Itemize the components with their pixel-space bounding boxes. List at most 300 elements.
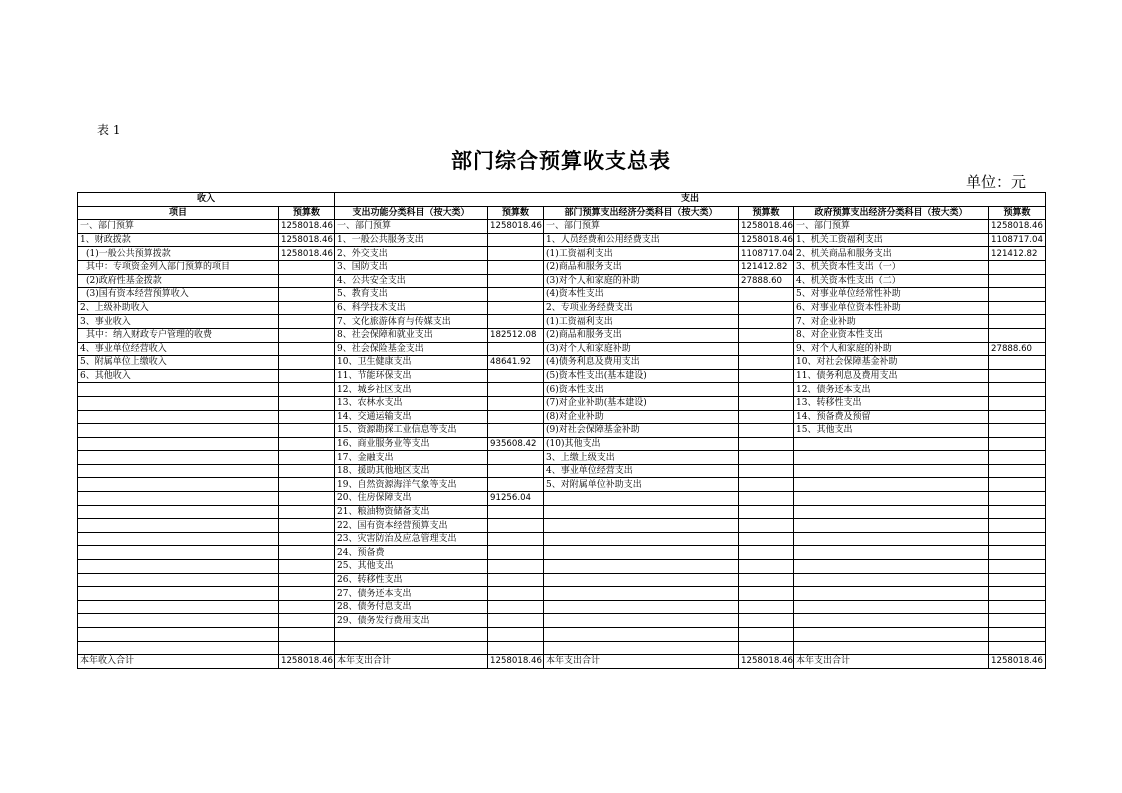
functional-item-cell: 1、一般公共服务支出	[335, 233, 488, 247]
dept-economic-amount-cell	[739, 492, 794, 506]
functional-amount-cell: 48641.92	[488, 356, 544, 370]
table-row	[78, 600, 1046, 614]
income-amount-cell	[279, 396, 335, 410]
functional-item-cell: 22、国有资本经营预算支出	[335, 519, 488, 533]
income-item-cell: 其中：纳入财政专户管理的收费	[78, 328, 279, 342]
dept-economic-amount-cell: 27888.60	[739, 274, 794, 288]
col-header-budget: 预算数	[279, 206, 335, 220]
functional-amount-cell	[488, 410, 544, 424]
table-number: 表 1	[97, 123, 121, 137]
income-amount-cell	[279, 492, 335, 506]
income-amount-cell	[279, 614, 335, 628]
income-amount-cell	[279, 451, 335, 465]
table-row	[78, 573, 1046, 587]
income-item-cell	[78, 532, 279, 546]
col-header-functional: 支出功能分类科目（按大类）	[335, 206, 488, 220]
dept-economic-item-cell: 本年支出合计	[544, 655, 739, 669]
col-header-gov-economic: 政府预算支出经济分类科目（按大类）	[794, 206, 989, 220]
gov-economic-item-cell	[794, 546, 989, 560]
income-amount-cell	[279, 532, 335, 546]
gov-economic-item-cell: 6、对事业单位资本性补助	[794, 301, 989, 315]
income-amount-cell	[279, 410, 335, 424]
table-row	[78, 315, 1046, 329]
functional-amount-cell	[488, 628, 544, 642]
dept-economic-item-cell: (9)对社会保障基金补助	[544, 424, 739, 438]
dept-economic-amount-cell	[739, 600, 794, 614]
income-item-cell	[78, 560, 279, 574]
dept-economic-amount-cell	[739, 546, 794, 560]
dept-economic-amount-cell	[739, 532, 794, 546]
dept-economic-item-cell: (1)工资福利支出	[544, 315, 739, 329]
functional-item-cell: 3、国防支出	[335, 260, 488, 274]
functional-item-cell	[335, 628, 488, 642]
income-item-cell	[78, 492, 279, 506]
dept-economic-item-cell: (1)工资福利支出	[544, 247, 739, 261]
gov-economic-amount-cell	[989, 478, 1046, 492]
functional-amount-cell: 91256.04	[488, 492, 544, 506]
functional-item-cell: 12、城乡社区支出	[335, 383, 488, 397]
functional-amount-cell	[488, 247, 544, 261]
income-amount-cell	[279, 342, 335, 356]
income-item-cell	[78, 587, 279, 601]
functional-amount-cell	[488, 614, 544, 628]
income-amount-cell	[279, 628, 335, 642]
functional-item-cell: 4、公共安全支出	[335, 274, 488, 288]
gov-economic-amount-cell	[989, 274, 1046, 288]
dept-economic-amount-cell	[739, 410, 794, 424]
dept-economic-amount-cell	[739, 519, 794, 533]
dept-economic-item-cell: 一、部门预算	[544, 220, 739, 234]
budget-table	[77, 192, 1046, 669]
gov-economic-amount-cell	[989, 301, 1046, 315]
table-row	[78, 247, 1046, 261]
dept-economic-amount-cell	[739, 437, 794, 451]
dept-economic-item-cell: 4、事业单位经营支出	[544, 464, 739, 478]
gov-economic-item-cell: 7、对企业补助	[794, 315, 989, 329]
dept-economic-amount-cell: 1258018.46	[739, 655, 794, 669]
income-amount-cell	[279, 600, 335, 614]
table-row	[78, 519, 1046, 533]
income-amount-cell	[279, 587, 335, 601]
gov-economic-item-cell: 1、机关工资福利支出	[794, 233, 989, 247]
dept-economic-item-cell	[544, 519, 739, 533]
table-row	[78, 587, 1046, 601]
dept-economic-item-cell	[544, 641, 739, 655]
dept-economic-amount-cell	[739, 383, 794, 397]
income-amount-cell	[279, 641, 335, 655]
functional-item-cell: 5、教育支出	[335, 288, 488, 302]
functional-amount-cell	[488, 260, 544, 274]
income-item-cell	[78, 519, 279, 533]
functional-item-cell: 9、社会保险基金支出	[335, 342, 488, 356]
table-row	[78, 546, 1046, 560]
income-item-cell: 其中：专项资金列入部门预算的项目	[78, 260, 279, 274]
functional-amount-cell: 1258018.46	[488, 655, 544, 669]
functional-item-cell: 7、文化旅游体育与传媒支出	[335, 315, 488, 329]
gov-economic-amount-cell	[989, 260, 1046, 274]
income-item-cell	[78, 546, 279, 560]
dept-economic-item-cell: (7)对企业补助(基本建设)	[544, 396, 739, 410]
income-item-cell: 3、事业收入	[78, 315, 279, 329]
dept-economic-amount-cell	[739, 369, 794, 383]
functional-item-cell: 8、社会保障和就业支出	[335, 328, 488, 342]
income-item-cell: 5、附属单位上缴收入	[78, 356, 279, 370]
functional-item-cell: 29、债务发行费用支出	[335, 614, 488, 628]
income-item-cell	[78, 437, 279, 451]
functional-amount-cell	[488, 464, 544, 478]
gov-economic-amount-cell	[989, 519, 1046, 533]
income-item-cell: 4、事业单位经营收入	[78, 342, 279, 356]
gov-economic-item-cell: 11、债务利息及费用支出	[794, 369, 989, 383]
income-amount-cell	[279, 301, 335, 315]
income-amount-cell	[279, 464, 335, 478]
dept-economic-item-cell: 5、对附属单位补助支出	[544, 478, 739, 492]
functional-item-cell: 25、其他支出	[335, 560, 488, 574]
income-item-cell	[78, 641, 279, 655]
functional-amount-cell	[488, 519, 544, 533]
functional-amount-cell	[488, 478, 544, 492]
dept-economic-item-cell	[544, 546, 739, 560]
dept-economic-item-cell	[544, 587, 739, 601]
dept-economic-item-cell	[544, 600, 739, 614]
dept-economic-item-cell: (8)对企业补助	[544, 410, 739, 424]
income-amount-cell: 1258018.46	[279, 655, 335, 669]
gov-economic-amount-cell	[989, 600, 1046, 614]
gov-economic-item-cell: 3、机关资本性支出（一）	[794, 260, 989, 274]
gov-economic-item-cell	[794, 519, 989, 533]
functional-item-cell: 11、节能环保支出	[335, 369, 488, 383]
gov-economic-item-cell: 15、其他支出	[794, 424, 989, 438]
functional-amount-cell	[488, 532, 544, 546]
table-row	[78, 288, 1046, 302]
income-amount-cell	[279, 573, 335, 587]
gov-economic-item-cell: 13、转移性支出	[794, 396, 989, 410]
income-amount-cell	[279, 383, 335, 397]
income-amount-cell	[279, 315, 335, 329]
table-row	[78, 301, 1046, 315]
table-row	[78, 437, 1046, 451]
gov-economic-amount-cell	[989, 396, 1046, 410]
income-item-cell	[78, 478, 279, 492]
gov-economic-item-cell	[794, 628, 989, 642]
table-row	[78, 424, 1046, 438]
functional-item-cell: 6、科学技术支出	[335, 301, 488, 315]
table-row	[78, 614, 1046, 628]
income-amount-cell	[279, 328, 335, 342]
gov-economic-amount-cell	[989, 464, 1046, 478]
col-header-budget: 预算数	[989, 206, 1046, 220]
gov-economic-item-cell	[794, 600, 989, 614]
table-row	[78, 492, 1046, 506]
gov-economic-item-cell	[794, 505, 989, 519]
income-item-cell: 2、上级补助收入	[78, 301, 279, 315]
table-row	[78, 220, 1046, 234]
dept-economic-amount-cell	[739, 573, 794, 587]
gov-economic-item-cell	[794, 478, 989, 492]
functional-item-cell: 14、交通运输支出	[335, 410, 488, 424]
gov-economic-amount-cell	[989, 573, 1046, 587]
table-row	[78, 356, 1046, 370]
income-amount-cell	[279, 505, 335, 519]
dept-economic-amount-cell	[739, 424, 794, 438]
total-row	[78, 655, 1046, 669]
table-row	[78, 505, 1046, 519]
income-item-cell: (2)政府性基金拨款	[78, 274, 279, 288]
functional-amount-cell	[488, 600, 544, 614]
income-item-cell: 本年收入合计	[78, 655, 279, 669]
gov-economic-item-cell	[794, 573, 989, 587]
gov-economic-amount-cell	[989, 410, 1046, 424]
gov-economic-item-cell	[794, 464, 989, 478]
gov-economic-item-cell: 8、对企业资本性支出	[794, 328, 989, 342]
functional-item-cell: 19、自然资源海洋气象等支出	[335, 478, 488, 492]
functional-item-cell: 20、住房保障支出	[335, 492, 488, 506]
gov-economic-item-cell: 5、对事业单位经常性补助	[794, 288, 989, 302]
dept-economic-amount-cell	[739, 301, 794, 315]
dept-economic-item-cell: (3)对个人和家庭补助	[544, 342, 739, 356]
dept-economic-amount-cell: 1258018.46	[739, 233, 794, 247]
gov-economic-amount-cell	[989, 505, 1046, 519]
expense-group-header: 支出	[335, 193, 1046, 207]
income-item-cell	[78, 383, 279, 397]
functional-amount-cell	[488, 560, 544, 574]
income-item-cell	[78, 628, 279, 642]
functional-amount-cell	[488, 573, 544, 587]
col-header-budget: 预算数	[739, 206, 794, 220]
functional-amount-cell	[488, 396, 544, 410]
gov-economic-item-cell: 14、预备费及预留	[794, 410, 989, 424]
income-item-cell: 1、财政拨款	[78, 233, 279, 247]
income-amount-cell: 1258018.46	[279, 233, 335, 247]
income-item-cell	[78, 424, 279, 438]
dept-economic-item-cell: (2)商品和服务支出	[544, 328, 739, 342]
gov-economic-amount-cell	[989, 383, 1046, 397]
gov-economic-amount-cell	[989, 628, 1046, 642]
dept-economic-item-cell	[544, 532, 739, 546]
dept-economic-amount-cell	[739, 288, 794, 302]
dept-economic-amount-cell	[739, 478, 794, 492]
gov-economic-amount-cell	[989, 560, 1046, 574]
gov-economic-item-cell	[794, 532, 989, 546]
gov-economic-item-cell: 12、债务还本支出	[794, 383, 989, 397]
functional-amount-cell	[488, 301, 544, 315]
table-row	[78, 451, 1046, 465]
functional-item-cell: 24、预备费	[335, 546, 488, 560]
income-item-cell: 6、其他收入	[78, 369, 279, 383]
col-header-budget: 预算数	[488, 206, 544, 220]
functional-amount-cell	[488, 505, 544, 519]
gov-economic-item-cell	[794, 614, 989, 628]
functional-amount-cell: 1258018.46	[488, 220, 544, 234]
gov-economic-item-cell	[794, 492, 989, 506]
dept-economic-item-cell: 3、上缴上级支出	[544, 451, 739, 465]
functional-amount-cell	[488, 233, 544, 247]
dept-economic-item-cell	[544, 560, 739, 574]
gov-economic-item-cell	[794, 641, 989, 655]
dept-economic-item-cell: 1、人员经费和公用经费支出	[544, 233, 739, 247]
table-row	[78, 260, 1046, 274]
dept-economic-amount-cell	[739, 464, 794, 478]
functional-amount-cell	[488, 369, 544, 383]
gov-economic-item-cell	[794, 560, 989, 574]
functional-item-cell: 一、部门预算	[335, 220, 488, 234]
income-item-cell	[78, 451, 279, 465]
dept-economic-item-cell: (6)资本性支出	[544, 383, 739, 397]
gov-economic-amount-cell	[989, 614, 1046, 628]
income-item-cell	[78, 410, 279, 424]
income-amount-cell	[279, 560, 335, 574]
functional-item-cell: 27、债务还本支出	[335, 587, 488, 601]
gov-economic-amount-cell	[989, 641, 1046, 655]
page-title: 部门综合预算收支总表	[451, 148, 671, 173]
income-item-cell: (3)国有资本经营预算收入	[78, 288, 279, 302]
functional-item-cell: 13、农林水支出	[335, 396, 488, 410]
income-amount-cell: 1258018.46	[279, 220, 335, 234]
col-header-dept-economic: 部门预算支出经济分类科目（按大类）	[544, 206, 739, 220]
dept-economic-amount-cell	[739, 342, 794, 356]
dept-economic-amount-cell: 1258018.46	[739, 220, 794, 234]
dept-economic-item-cell: 2、专项业务经费支出	[544, 301, 739, 315]
income-amount-cell	[279, 288, 335, 302]
functional-item-cell: 17、金融支出	[335, 451, 488, 465]
dept-economic-amount-cell	[739, 587, 794, 601]
functional-amount-cell: 935608.42	[488, 437, 544, 451]
unit-label: 单位：元	[965, 173, 1026, 191]
dept-economic-item-cell	[544, 628, 739, 642]
gov-economic-item-cell	[794, 451, 989, 465]
functional-item-cell	[335, 641, 488, 655]
dept-economic-item-cell	[544, 614, 739, 628]
functional-item-cell: 26、转移性支出	[335, 573, 488, 587]
table-row	[78, 396, 1046, 410]
gov-economic-item-cell	[794, 587, 989, 601]
functional-amount-cell	[488, 546, 544, 560]
functional-amount-cell: 182512.08	[488, 328, 544, 342]
dept-economic-amount-cell	[739, 560, 794, 574]
income-amount-cell	[279, 274, 335, 288]
dept-economic-item-cell: (3)对个人和家庭的补助	[544, 274, 739, 288]
income-amount-cell	[279, 260, 335, 274]
income-item-cell: (1)一般公共预算拨款	[78, 247, 279, 261]
table-row	[78, 233, 1046, 247]
income-group-header: 收入	[78, 193, 335, 207]
dept-economic-item-cell	[544, 492, 739, 506]
functional-amount-cell	[488, 424, 544, 438]
col-header-item: 项目	[78, 206, 279, 220]
table-row	[78, 628, 1046, 642]
gov-economic-item-cell: 9、对个人和家庭的补助	[794, 342, 989, 356]
functional-amount-cell	[488, 383, 544, 397]
income-amount-cell	[279, 356, 335, 370]
income-item-cell	[78, 614, 279, 628]
column-header-row	[78, 206, 1046, 220]
table-row	[78, 410, 1046, 424]
income-amount-cell	[279, 519, 335, 533]
dept-economic-item-cell: (2)商品和服务支出	[544, 260, 739, 274]
dept-economic-item-cell: (10)其他支出	[544, 437, 739, 451]
functional-item-cell: 本年支出合计	[335, 655, 488, 669]
table-row	[78, 560, 1046, 574]
gov-economic-item-cell: 一、部门预算	[794, 220, 989, 234]
functional-item-cell: 16、商业服务业等支出	[335, 437, 488, 451]
table-row	[78, 383, 1046, 397]
gov-economic-amount-cell	[989, 315, 1046, 329]
gov-economic-amount-cell: 1108717.04	[989, 233, 1046, 247]
gov-economic-amount-cell	[989, 587, 1046, 601]
functional-amount-cell	[488, 315, 544, 329]
table-row	[78, 369, 1046, 383]
table-row	[78, 274, 1046, 288]
dept-economic-amount-cell	[739, 328, 794, 342]
functional-amount-cell	[488, 274, 544, 288]
dept-economic-amount-cell	[739, 396, 794, 410]
functional-amount-cell	[488, 342, 544, 356]
functional-item-cell: 21、粮油物资储备支出	[335, 505, 488, 519]
gov-economic-amount-cell	[989, 451, 1046, 465]
income-item-cell	[78, 573, 279, 587]
functional-item-cell: 10、卫生健康支出	[335, 356, 488, 370]
table-row	[78, 532, 1046, 546]
functional-item-cell: 23、灾害防治及应急管理支出	[335, 532, 488, 546]
gov-economic-amount-cell: 1258018.46	[989, 655, 1046, 669]
table-row	[78, 464, 1046, 478]
income-item-cell	[78, 396, 279, 410]
group-header-row	[78, 193, 1046, 207]
gov-economic-amount-cell	[989, 532, 1046, 546]
dept-economic-amount-cell	[739, 315, 794, 329]
functional-item-cell: 2、外交支出	[335, 247, 488, 261]
table-row	[78, 328, 1046, 342]
income-item-cell	[78, 505, 279, 519]
income-amount-cell	[279, 546, 335, 560]
dept-economic-item-cell: (4)债务利息及费用支出	[544, 356, 739, 370]
income-amount-cell	[279, 437, 335, 451]
gov-economic-item-cell: 2、机关商品和服务支出	[794, 247, 989, 261]
dept-economic-amount-cell: 121412.82	[739, 260, 794, 274]
functional-amount-cell	[488, 587, 544, 601]
dept-economic-item-cell	[544, 573, 739, 587]
dept-economic-amount-cell	[739, 641, 794, 655]
table-row	[78, 478, 1046, 492]
income-amount-cell: 1258018.46	[279, 247, 335, 261]
gov-economic-amount-cell: 27888.60	[989, 342, 1046, 356]
dept-economic-amount-cell	[739, 356, 794, 370]
dept-economic-amount-cell	[739, 614, 794, 628]
functional-amount-cell	[488, 641, 544, 655]
gov-economic-item-cell: 本年支出合计	[794, 655, 989, 669]
functional-item-cell: 18、援助其他地区支出	[335, 464, 488, 478]
dept-economic-amount-cell	[739, 628, 794, 642]
gov-economic-amount-cell	[989, 437, 1046, 451]
dept-economic-amount-cell	[739, 451, 794, 465]
dept-economic-amount-cell: 1108717.04	[739, 247, 794, 261]
gov-economic-item-cell	[794, 437, 989, 451]
gov-economic-amount-cell	[989, 424, 1046, 438]
functional-amount-cell	[488, 451, 544, 465]
table-row	[78, 641, 1046, 655]
income-amount-cell	[279, 424, 335, 438]
dept-economic-amount-cell	[739, 505, 794, 519]
gov-economic-amount-cell: 1258018.46	[989, 220, 1046, 234]
functional-item-cell: 15、资源勘探工业信息等支出	[335, 424, 488, 438]
dept-economic-item-cell: (4)资本性支出	[544, 288, 739, 302]
gov-economic-amount-cell	[989, 356, 1046, 370]
income-item-cell	[78, 464, 279, 478]
gov-economic-amount-cell	[989, 288, 1046, 302]
dept-economic-item-cell: (5)资本性支出(基本建设)	[544, 369, 739, 383]
gov-economic-amount-cell	[989, 546, 1046, 560]
gov-economic-amount-cell	[989, 328, 1046, 342]
